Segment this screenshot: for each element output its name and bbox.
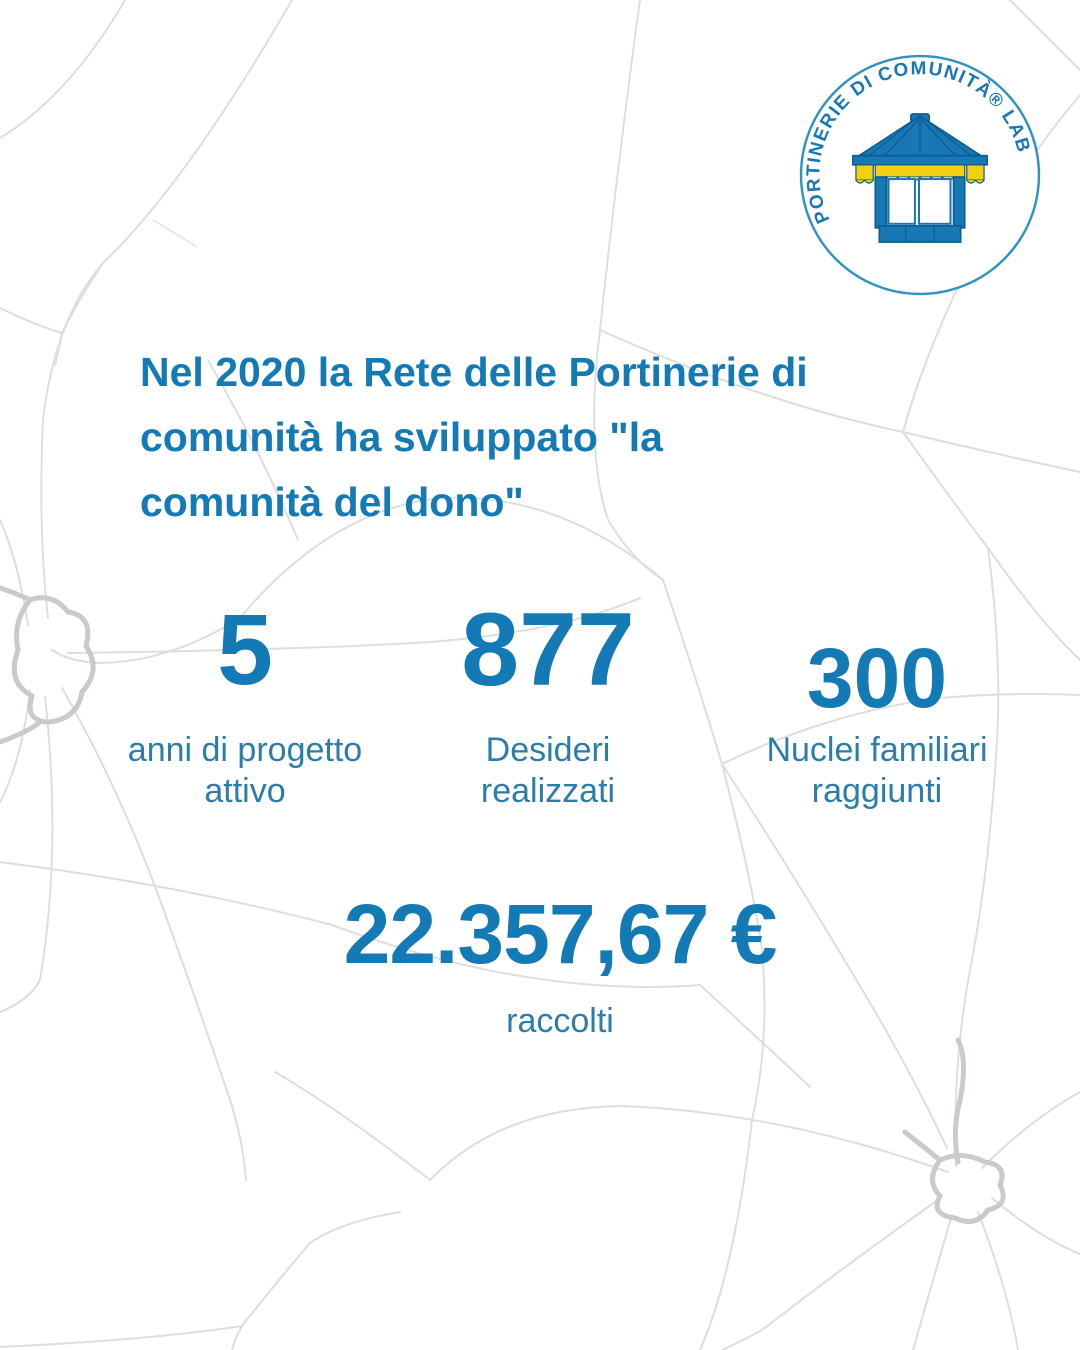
stat-label-wishes: Desideri realizzati [480, 731, 616, 810]
headline [140, 340, 960, 535]
total-amount: 22.357,67 € [343, 887, 777, 981]
headline-line-2: comunità ha sviluppato "la [140, 414, 663, 460]
logo-badge [798, 53, 1042, 297]
stat-value-wishes: 877 [461, 592, 635, 708]
headline-line-3: comunità del dono" [140, 479, 524, 525]
total-amount-label: raccolti [506, 1002, 614, 1040]
logo-arc-text: PORTINERIE DI COMUNITÀ® LAB [802, 57, 1036, 227]
stat-label-years: anni di progetto attivo [127, 731, 363, 810]
headline-line-1: Nel 2020 la Rete delle Portinerie di [140, 349, 808, 395]
stat-value-families: 300 [806, 631, 948, 725]
stat-label-families: Nuclei familiari raggiunti [766, 731, 988, 810]
stat-value-years: 5 [217, 594, 273, 706]
